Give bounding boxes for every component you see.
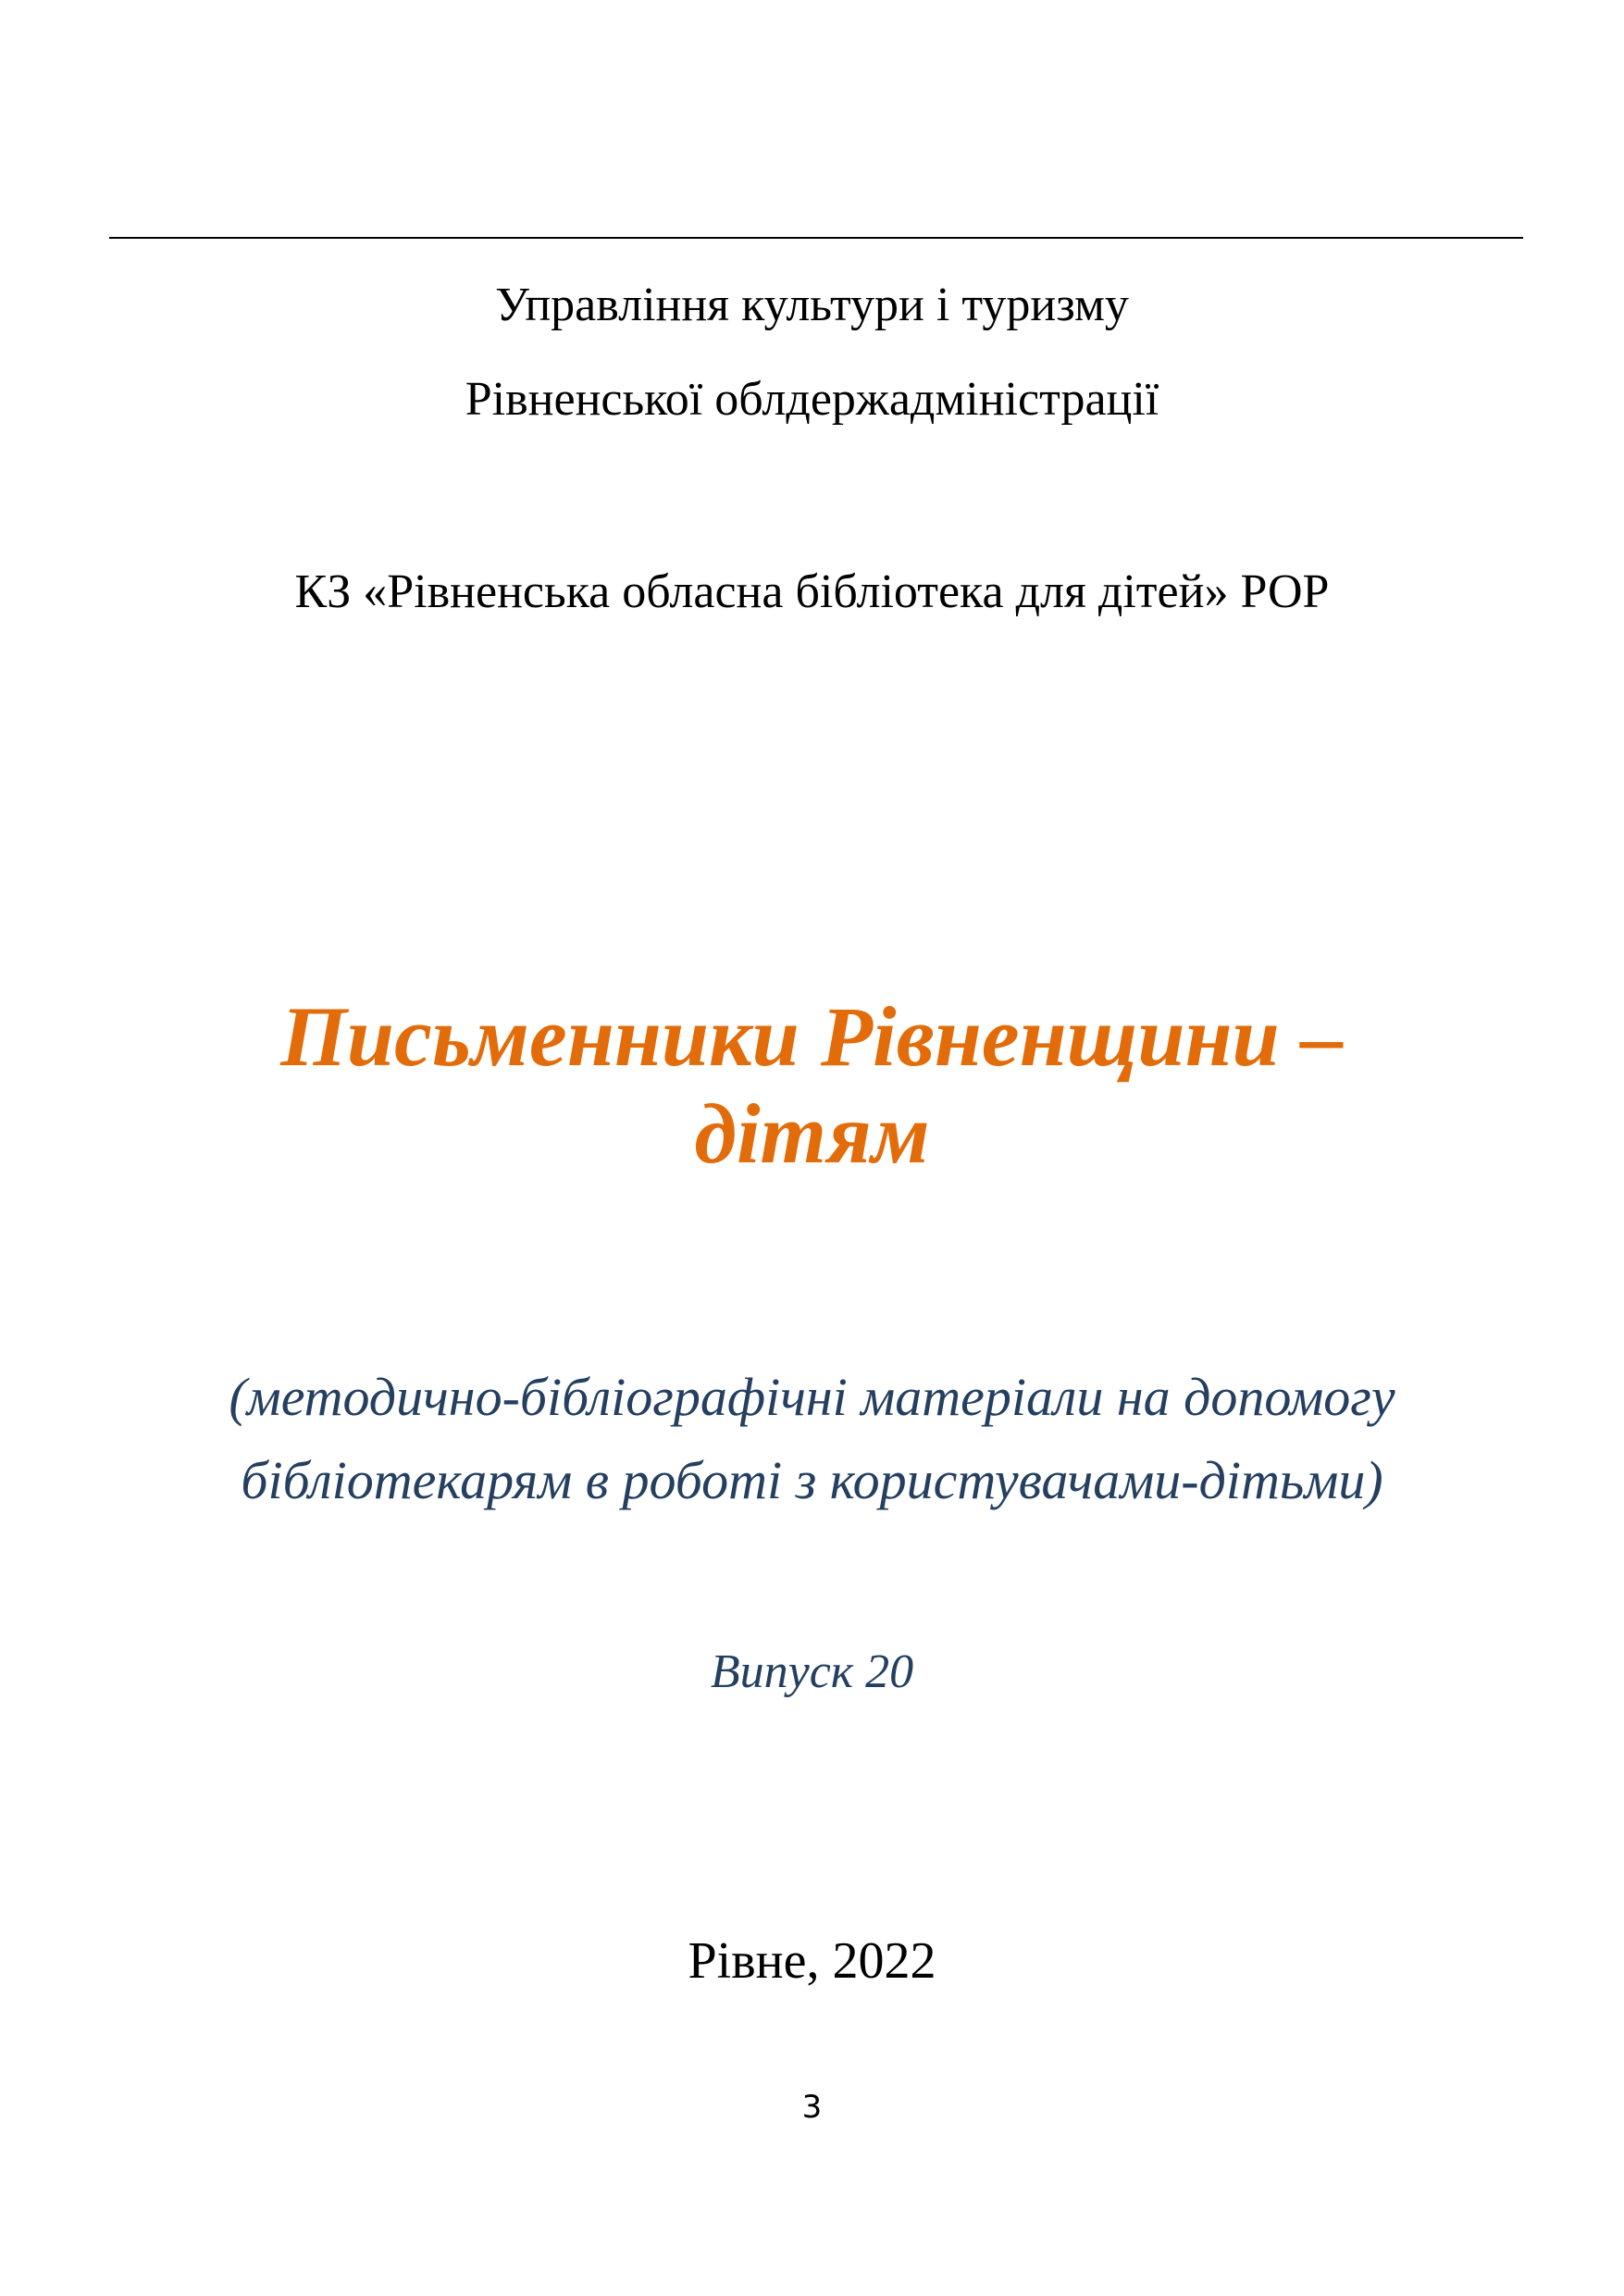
subtitle-line-2: бібліотекарям в роботі з користувачами-дітьми) [241, 1450, 1383, 1510]
issue-number: Випуск 20 [710, 1645, 914, 1698]
org-line-1: Управління культури і туризму [495, 279, 1129, 331]
place-year: Рівне, 2022 [688, 1932, 936, 1990]
library-name: КЗ «Рівненська обласна бібліотека для дітей» РОР [294, 565, 1330, 618]
page-number: 3 [801, 2089, 823, 2126]
title-line-2: дітям [694, 1086, 930, 1181]
org-line-2: Рівненської облдержадміністрації [465, 373, 1159, 426]
title-line-1: Письменники Рівненщини – [280, 989, 1344, 1084]
subtitle-line-1: (методично-бібліографічні матеріали на допомогу [229, 1367, 1395, 1427]
header-divider [109, 237, 1523, 239]
